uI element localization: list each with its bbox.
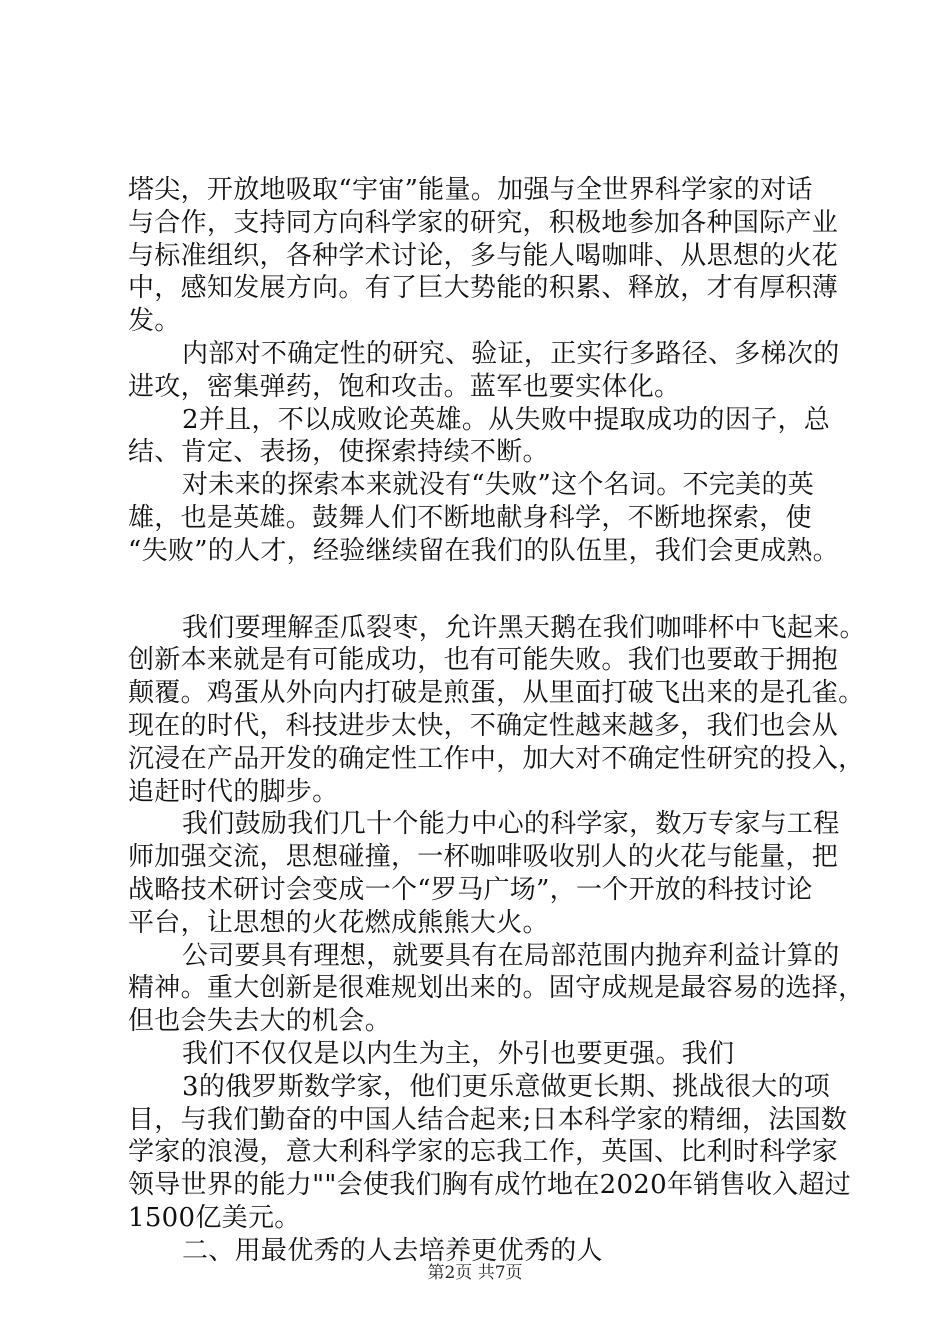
text-line: 结、肯定、表扬，使探索持续不断。 [128, 437, 549, 468]
text-line: 现在的时代，科技进步太快，不确定性越来越多，我们也会从 [128, 710, 839, 741]
text-line: 3的俄罗斯数学家，他们更乐意做更长期、挑战很大的项 [182, 1071, 831, 1102]
text-line: 与标准组织，各种学术讨论，多与能人喝咖啡、从思想的火花 [128, 240, 839, 271]
text-line: 雄，也是英雄。鼓舞人们不断地献身科学，不断地探索，使 [128, 502, 812, 533]
text-line: 颠覆。鸡蛋从外向内打破是煎蛋，从里面打破飞出来的是孔雀。 [128, 678, 865, 709]
section-heading: 二、用最优秀的人去培养更优秀的人 [182, 1235, 603, 1266]
text-line: 战略技术研讨会变成一个“罗马广场”，一个开放的科技讨论 [128, 874, 813, 905]
text-line: 创新本来就是有可能成功，也有可能失败。我们也要敢于拥抱 [128, 645, 839, 676]
text-line: 1500亿美元。 [128, 1202, 301, 1233]
paragraph-gap [128, 568, 848, 612]
body-text [128, 174, 866, 1268]
text-line: 公司要具有理想，就要具有在局部范围内抛弃利益计算的 [182, 940, 840, 971]
text-line: 发。 [128, 306, 181, 337]
text-line: 但也会失去大的机会。 [128, 1006, 392, 1037]
text-line: 精神。重大创新是很难规划出来的。固守成规是最容易的选择， [128, 973, 865, 1004]
page-footer: 第2页 共7页 [427, 1263, 523, 1283]
text-line: 进攻，密集弹药，饱和攻击。蓝军也要实体化。 [128, 371, 681, 402]
text-line: 领导世界的能力""会使我们胸有成竹地在2020年销售收入超过 [128, 1170, 852, 1201]
text-line: 我们不仅仅是以内生为主，外引也要更强。我们 [182, 1038, 735, 1069]
text-line: “失败”的人才，经验继续留在我们的队伍里，我们会更成熟。 [128, 535, 839, 566]
text-line: 学家的浪漫，意大利科学家的忘我工作，英国、比利时科学家 [128, 1137, 839, 1168]
text-line: 塔尖，开放地吸取“宇宙”能量。加强与全世界科学家的对话 [128, 175, 813, 205]
text-line: 追赶时代的脚步。 [128, 776, 339, 807]
text-line: 与合作，支持同方向科学家的研究，积极地参加各种国际产业 [128, 207, 839, 238]
text-line: 目，与我们勤奋的中国人结合起来;日本科学家的精细，法国数 [128, 1104, 848, 1135]
text-line: 2并且，不以成败论英雄。从失败中提取成功的因子，总 [182, 404, 831, 435]
text-line: 对未来的探索本来就没有“失败”这个名词。不完美的英 [182, 470, 815, 501]
text-line: 中，感知发展方向。有了巨大势能的积累、释放，才有厚积薄 [128, 273, 839, 304]
text-line: 我们要理解歪瓜裂枣，允许黑天鹅在我们咖啡杯中飞起来。 [182, 612, 866, 643]
text-line: 沉浸在产品开发的确定性工作中，加大对不确定性研究的投入， [128, 743, 865, 774]
text-line: 我们鼓励我们几十个能力中心的科学家，数万专家与工程 [182, 809, 840, 840]
text-line: 师加强交流，思想碰撞，一杯咖啡吸收别人的火花与能量，把 [128, 842, 839, 873]
text-line: 内部对不确定性的研究、验证，正实行多路径、多梯次的 [182, 338, 840, 369]
text-line: 平台，让思想的火花燃成熊熊大火。 [128, 907, 549, 938]
